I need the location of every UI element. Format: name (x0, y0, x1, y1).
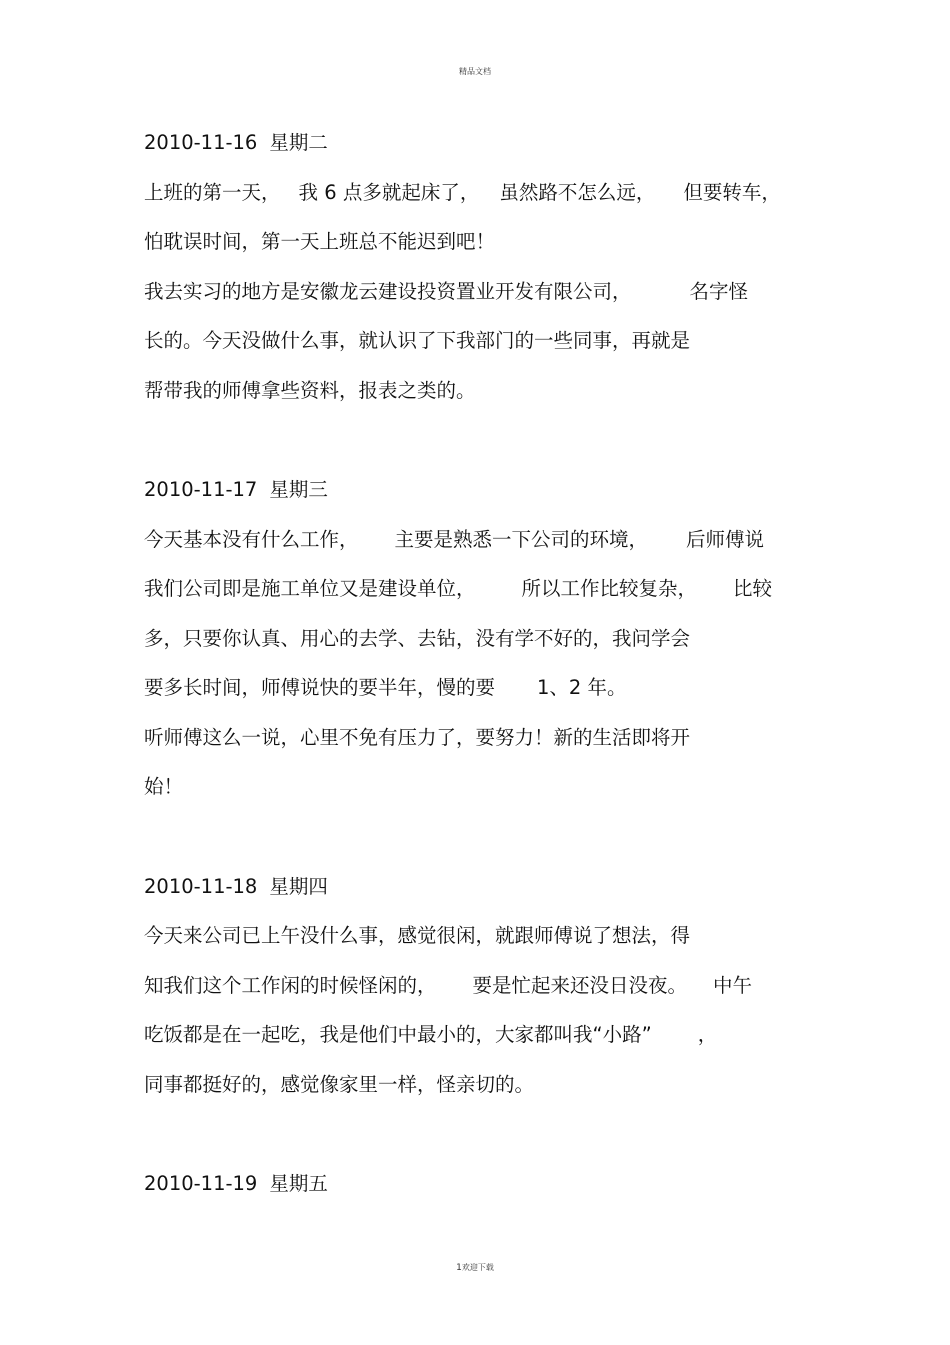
diary-content (144, 124, 824, 1215)
page-header-watermark: 精品文档 (459, 67, 491, 76)
text-segment: 比较 (733, 577, 773, 600)
entry-paragraph-line (144, 669, 824, 719)
entry-paragraph-line (144, 521, 824, 571)
text-segment: 虽然路不怎么远， (499, 180, 656, 204)
entry-paragraph-line (144, 372, 824, 422)
entry-weekday: 星期四 (269, 874, 328, 898)
text-segment: 后师傅说 (686, 527, 765, 551)
text-segment: 怕耽误时间，第一天上班总不能迟到吧！ (144, 230, 496, 253)
text-segment: 我们公司即是施工单位又是建设单位， (144, 577, 476, 600)
footer-caption: 欢迎下载 (461, 1263, 494, 1272)
text-segment: 名字怪 (689, 279, 749, 303)
entry-date: 2010-11-18 (144, 874, 258, 898)
entry-paragraph-line (144, 322, 824, 372)
entry-paragraph-line (144, 273, 824, 323)
entry-paragraph-line (144, 223, 824, 273)
entry-paragraph-line (144, 174, 824, 224)
text-segment: 吃饭都是在一起吃，我是他们中最小的，大家都叫我“小路” (144, 1023, 652, 1046)
entry-weekday: 星期五 (269, 1172, 328, 1195)
text-segment: 今天来公司已上午没什么事，感觉很闲，就跟师傅说了想法，得 (144, 924, 691, 947)
entry-date: 2010-11-16 (144, 131, 258, 154)
text-segment: 我 6 点多就起床了， (298, 180, 480, 204)
text-segment: 同事都挺好的，感觉像家里一样，怪亲切的。 (144, 1072, 535, 1096)
diary-entry (144, 868, 824, 1116)
text-segment: 今天基本没有什么工作， (144, 527, 359, 551)
diary-entry (144, 471, 824, 818)
text-segment: 长的。今天没做什么事，就认识了下我部门的一些同事，再就是 (144, 329, 691, 352)
entry-paragraph-line (144, 620, 824, 670)
text-segment: 多，只要你认真、用心的去学、去钻，没有学不好的，我问学会 (144, 626, 691, 650)
entry-paragraph-line (144, 917, 824, 967)
entry-paragraph-line (144, 967, 824, 1017)
entry-weekday: 星期三 (269, 478, 328, 501)
page-number: 1 (456, 1263, 462, 1273)
text-segment: 中午 (713, 973, 753, 997)
diary-entry (144, 1165, 824, 1215)
text-segment: 1、2 年。 (537, 676, 627, 699)
text-segment: 帮带我的师傅拿些资料，报表之类的。 (144, 378, 476, 402)
entry-paragraph-line (144, 1066, 824, 1116)
text-segment: 始！ (144, 775, 184, 798)
entry-paragraph-line (144, 1016, 824, 1066)
text-segment: 所以工作比较复杂， (521, 577, 698, 600)
text-segment: 要是忙起来还没日没夜。 (472, 973, 688, 997)
entry-date: 2010-11-17 (144, 478, 258, 501)
text-segment: 上班的第一天， (144, 180, 281, 204)
text-segment: 知我们这个工作闲的时候怪闲的， (144, 973, 437, 997)
text-segment: 主要是熟悉一下公司的环境， (394, 527, 649, 551)
entry-date-line (144, 1165, 824, 1215)
entry-date-line (144, 124, 824, 174)
entry-date-line (144, 471, 824, 521)
text-segment: 要多长时间，师傅说快的要半年，慢的要 (144, 676, 496, 699)
entry-weekday: 星期二 (269, 131, 328, 154)
entry-date-line (144, 868, 824, 918)
text-segment: 听师傅这么一说，心里不免有压力了，要努力！新的生活即将开 (144, 725, 691, 749)
entry-paragraph-line (144, 768, 824, 818)
text-segment: 但要转车， (683, 180, 781, 204)
entry-date: 2010-11-19 (144, 1172, 258, 1195)
text-segment: 我去实习的地方是安徽龙云建设投资置业开发有限公司， (144, 279, 632, 303)
diary-entry (144, 124, 824, 421)
page-footer (0, 1262, 950, 1273)
entry-paragraph-line (144, 570, 824, 620)
entry-paragraph-line (144, 719, 824, 769)
text-segment: ， (697, 1023, 718, 1046)
